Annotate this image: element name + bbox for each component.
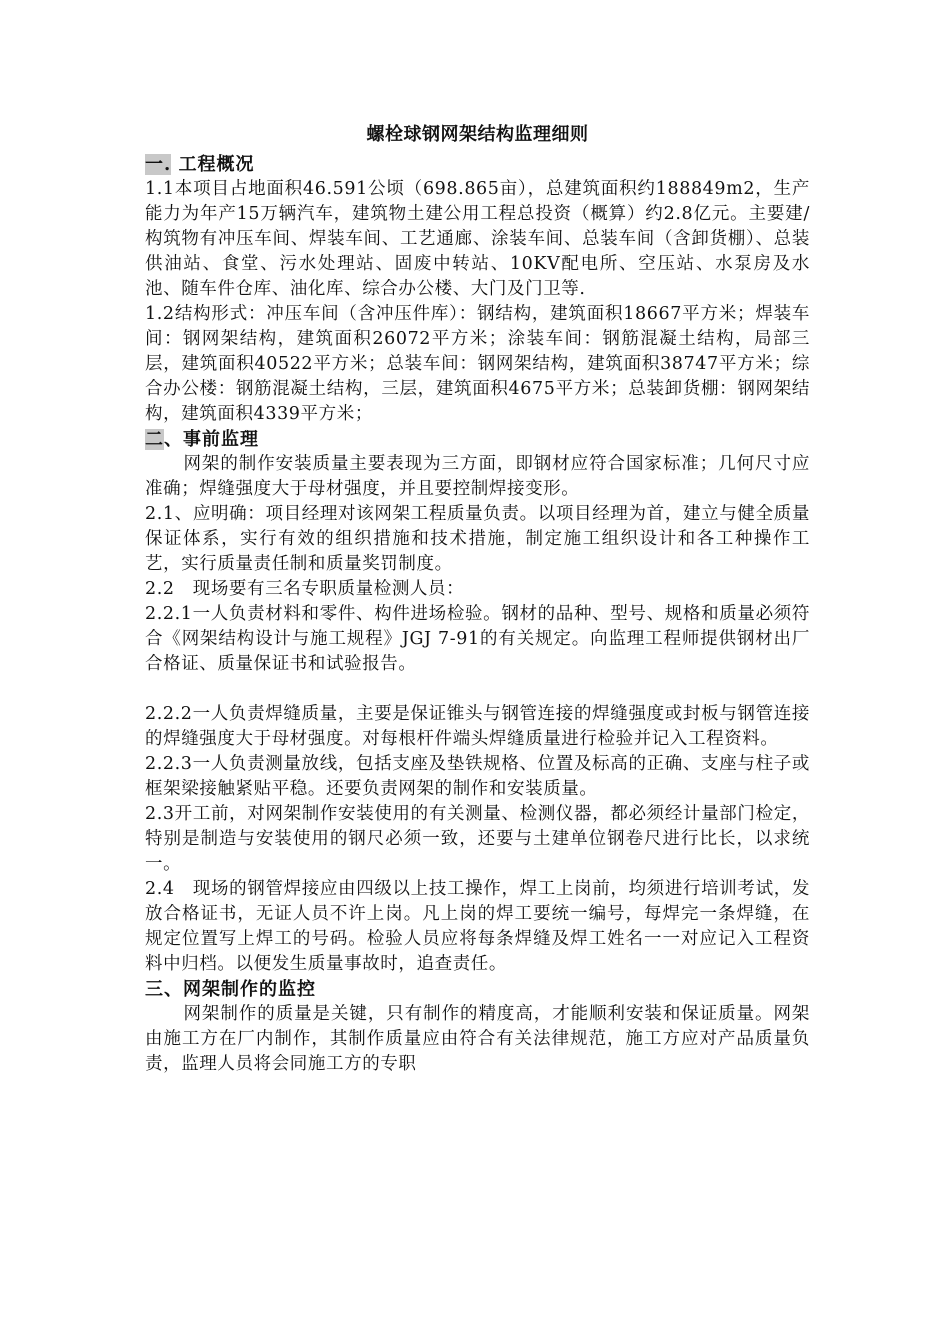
- section-3-heading: 三、网架制作的监控: [145, 979, 316, 1000]
- section-1-paragraph-1: 1.1本项目占地面积46.591公顷（698.865亩），总建筑面积约188849m2，生产能力为年产15万辆汽车，建筑物土建公用工程总投资（概算）约2.8亿元。主要建/构筑物有冲压车间、焊装车间、工艺通廊、涂装车间、总装车间（含卸货棚）、总装供油站、食堂、污水处理站、固废中转站、10KV配电所、空压站、水泵房及水池、随车件仓库、油化库、综合办公楼、大门及门卫等.: [145, 179, 810, 299]
- section-2-number: 二: [145, 429, 164, 450]
- section-1-number: 一.: [145, 154, 172, 175]
- section-1-title: 工程概况: [178, 154, 255, 175]
- blank-line: [145, 677, 810, 702]
- section-2-2-paragraph: 2.2 现场要有三名专职质量检测人员：: [145, 579, 465, 599]
- section-2-intro: 网架的制作安装质量主要表现为三方面，即钢材应符合国家标准；几何尺寸应准确；焊缝强度大于母材强度，并且要控制焊接变形。: [145, 454, 810, 499]
- section-2-1-paragraph: 2.1、应明确：项目经理对该网架工程质量负责。以项目经理为首，建立与健全质量保证体系，实行有效的组织措施和技术措施，制定施工组织设计和各工种操作工艺，实行质量责任制和质量奖罚制度。: [145, 504, 810, 574]
- section-2-2-2-paragraph: 2.2.2一人负责焊缝质量，主要是保证锥头与钢管连接的焊缝强度或封板与钢管连接的焊缝强度大于母材强度。对每根杆件端头焊缝质量进行检验并记入工程资料。: [145, 704, 810, 749]
- document-title: 螺栓球钢网架结构监理细则: [366, 124, 589, 145]
- section-2-2-3-paragraph: 2.2.3一人负责测量放线，包括支座及垫铁规格、位置及标高的正确、支座与柱子或框架梁接触紧贴平稳。还要负责网架的制作和安装质量。: [145, 754, 810, 799]
- section-2-3-paragraph: 2.3开工前，对网架制作安装使用的有关测量、检测仪器，都必须经计量部门检定，特别是制造与安装使用的钢尺必须一致，还要与土建单位钢卷尺进行比长，以求统一。: [145, 804, 810, 874]
- section-1-paragraph-2: 1.2结构形式：冲压车间（含冲压件库）：钢结构，建筑面积18667平方米；焊装车间：钢网架结构，建筑面积26072平方米；涂装车间：钢筋混凝土结构，局部三层，建筑面积40522平方米；总装车间：钢网架结构，建筑面积38747平方米；综合办公楼：钢筋混凝土结构，三层，建筑面积4675平方米；总装卸货棚：钢网架结构，建筑面积4339平方米；: [145, 304, 810, 424]
- section-2-title: 、事前监理: [164, 429, 259, 450]
- document-page: [145, 118, 810, 1077]
- section-2-heading: [145, 427, 810, 452]
- section-1-heading: [145, 152, 810, 177]
- section-2-4-paragraph: 2.4 现场的钢管焊接应由四级以上技工操作，焊工上岗前，均须进行培训考试，发放合格证书，无证人员不许上岗。凡上岗的焊工要统一编号，每焊完一条焊缝，在规定位置写上焊工的号码。检验人员应将每条焊缝及焊工姓名一一对应记入工程资料中归档。以便发生质量事故时，追查责任。: [145, 879, 810, 974]
- section-3-intro: 网架制作的质量是关键，只有制作的精度高，才能顺利安装和保证质量。网架由施工方在厂内制作，其制作质量应由符合有关法律规范，施工方应对产品质量负责，监理人员将会同施工方的专职: [145, 1004, 810, 1074]
- section-2-2-1-paragraph: 2.2.1一人负责材料和零件、构件进场检验。钢材的品种、型号、规格和质量必须符合《网架结构设计与施工规程》JGJ 7-91的有关规定。向监理工程师提供钢材出厂合格证、质量保证书和试验报告。: [145, 604, 810, 674]
